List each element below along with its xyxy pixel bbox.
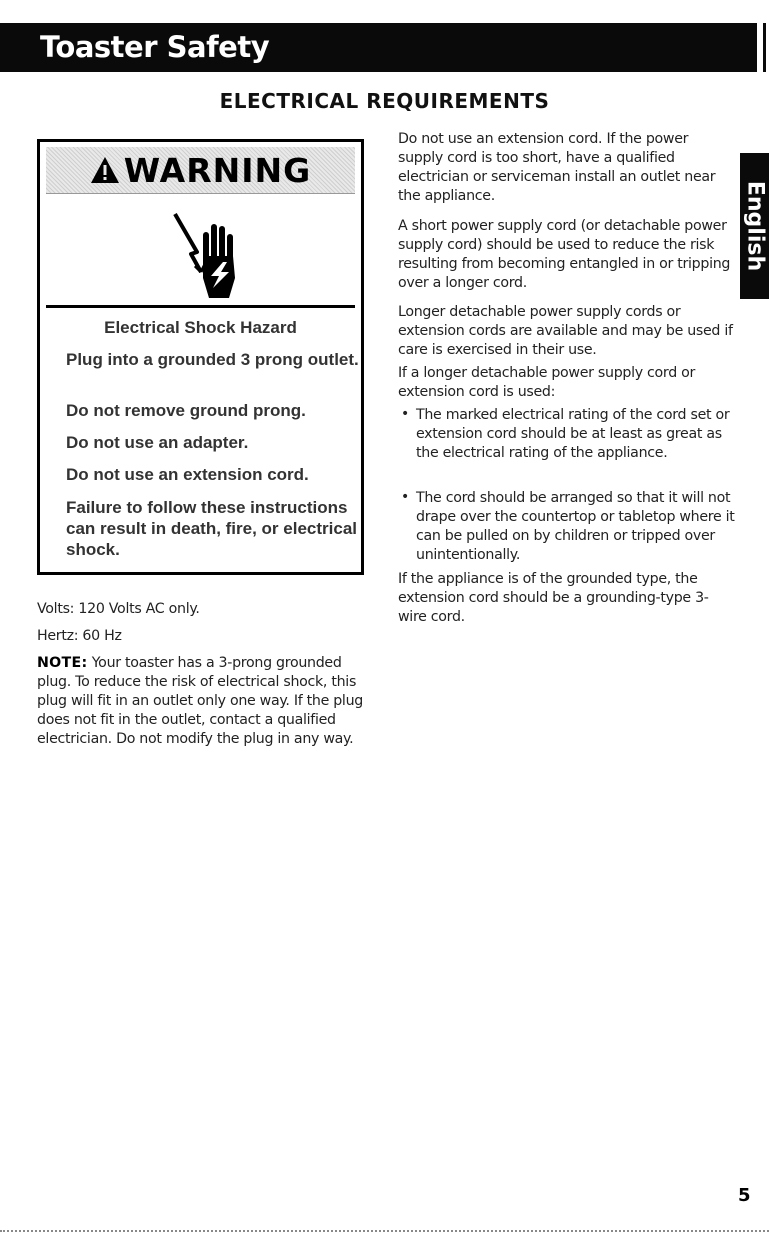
bullet-marker: • xyxy=(401,489,410,505)
page-number: 5 xyxy=(738,1185,751,1206)
bullet-marker: • xyxy=(401,406,410,422)
warning-label: WARNING xyxy=(123,150,312,190)
volts-text: Volts: 120 Volts AC only. xyxy=(37,601,200,617)
paragraph-extension-cord: Do not use an extension cord. If the power supply cord is too short, have a qualified electrician or serviceman install an outlet near the appliance. xyxy=(398,131,716,204)
warning-line-1: Plug into a grounded 3 prong outlet. xyxy=(66,350,359,369)
warning-line-2: Do not remove ground prong. xyxy=(66,401,306,420)
warning-line-4: Do not use an extension cord. xyxy=(66,465,309,484)
paragraph-short-cord: A short power supply cord (or detachable power supply cord) should be used to reduce the risk resulting from becoming entangled in or tripping over a longer cord. xyxy=(398,218,731,291)
header-rule xyxy=(763,23,766,72)
warning-line-5: Failure to follow these instructions can result in death, fire, or electrical shock. xyxy=(66,498,357,559)
page-title: Toaster Safety xyxy=(40,30,270,64)
section-heading: ELECTRICAL REQUIREMENTS xyxy=(219,89,550,113)
bullet-item-1: The marked electrical rating of the cord set or extension cord should be at least as great as the electrical rating of the appliance. xyxy=(416,407,730,461)
warning-box xyxy=(37,139,364,575)
paragraph-longer-cords: Longer detachable power supply cords or extension cords are available and may be used if care is exercised in their use. xyxy=(398,304,733,358)
paragraph-grounded-type: If the appliance is of the grounded type, the extension cord should be a grounding-type 3-wire cord. xyxy=(398,571,709,625)
warning-banner xyxy=(46,147,355,194)
warning-line-3: Do not use an adapter. xyxy=(66,433,249,452)
paragraph-longer-cord-used: If a longer detachable power supply cord or extension cord is used: xyxy=(398,365,696,400)
bottom-rule xyxy=(0,1230,769,1232)
hazard-title: Electrical Shock Hazard xyxy=(104,318,297,337)
electric-shock-hand-icon xyxy=(167,206,247,301)
note-label: NOTE: xyxy=(37,655,88,671)
bullet-item-2: The cord should be arranged so that it will not drape over the countertop or tabletop where it can be pulled on by children or tripped over unintentionally. xyxy=(416,490,735,563)
warning-divider xyxy=(46,305,355,308)
warning-triangle-icon xyxy=(90,155,120,185)
header-bar xyxy=(0,23,757,72)
hertz-text: Hertz: 60 Hz xyxy=(37,628,122,644)
note-text: Your toaster has a 3-prong grounded plug. To reduce the risk of electrical shock, this plug will fit in an outlet only one way. If the plug does not fit in the outlet, contact a qualified electrician. Do not modify the plug in any way. xyxy=(37,655,363,747)
language-tab-label: English xyxy=(742,180,767,272)
note-paragraph xyxy=(37,654,377,749)
language-tab xyxy=(740,153,769,299)
